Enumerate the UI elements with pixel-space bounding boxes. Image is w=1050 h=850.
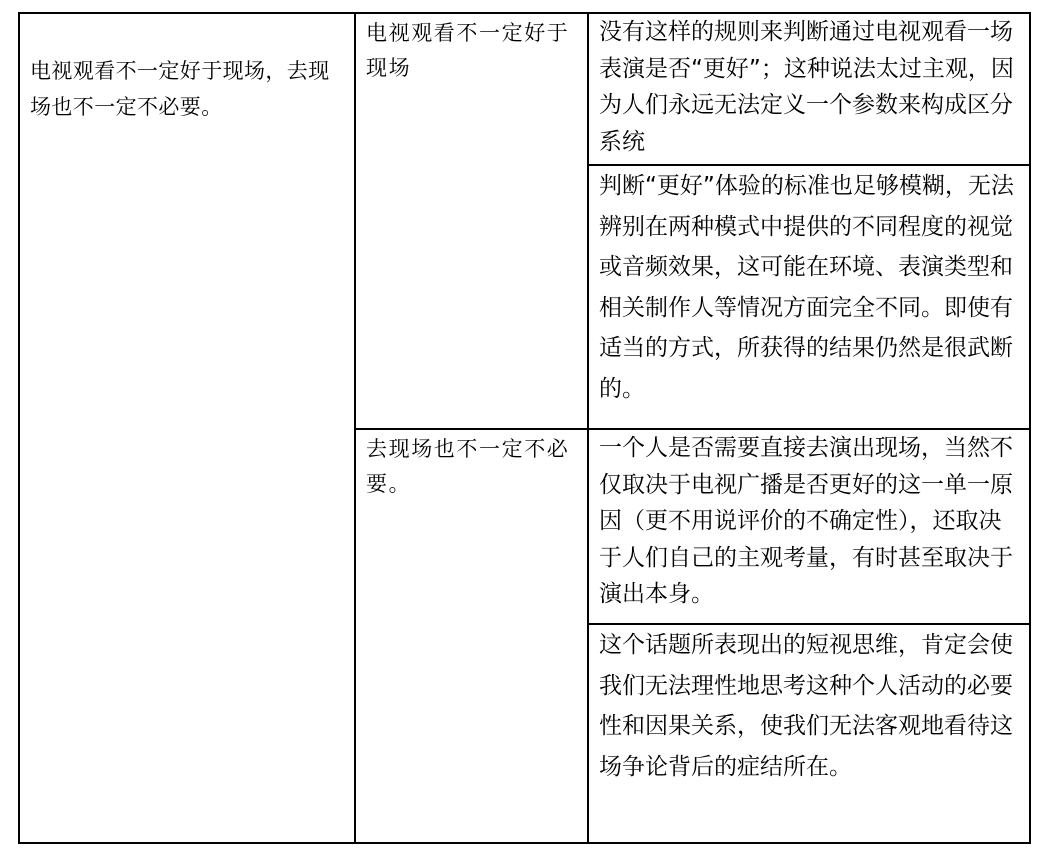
point-cell-2-2 xyxy=(588,624,1030,843)
sub-claim-cell-1 xyxy=(355,13,588,429)
point-text-2-1: 一个人是否需要直接去演出现场，当然不仅取决于电视广播是否更好的这一单一原因（更不用说评价的不确定性），还取决于人们自己的主观考量，有时甚至取决于演出本身。 xyxy=(599,435,1013,607)
main-claim-text: 电视观看不一定好于现场，去现场也不一定不必要。 xyxy=(30,59,330,119)
point-text-1-2: 判断“更好”体验的标准也足够模糊，无法辨别在两种模式中提供的不同程度的视觉或音频效果，这可能在环境、表演类型和相关制作人等情况方面完全不同。即使有适当的方式，所获得的结果仍然是很武断的。 xyxy=(599,173,1014,402)
table-row xyxy=(19,13,1030,165)
argument-table xyxy=(18,12,1031,844)
sub-claim-cell-2 xyxy=(355,429,588,843)
point-cell-1-1 xyxy=(588,13,1030,165)
point-text-1-1: 没有这样的规则来判断通过电视观看一场表演是否“更好”；这种说法太过主观，因为人们永远无法定义一个参数来构成区分系统 xyxy=(599,19,1014,155)
point-cell-2-1 xyxy=(588,429,1030,624)
point-cell-1-2 xyxy=(588,165,1030,429)
main-claim-cell xyxy=(19,13,355,843)
point-text-2-2: 这个话题所表现出的短视思维，肯定会使我们无法理性地思考这种个人活动的必要性和因果关系，使我们无法客观地看待这场争论背后的症结所在。 xyxy=(599,632,1013,780)
sub-claim-label-1: 电视观看不一定好于现场 xyxy=(366,21,570,80)
sub-claim-label-2: 去现场也不一定不必要。 xyxy=(366,437,570,496)
